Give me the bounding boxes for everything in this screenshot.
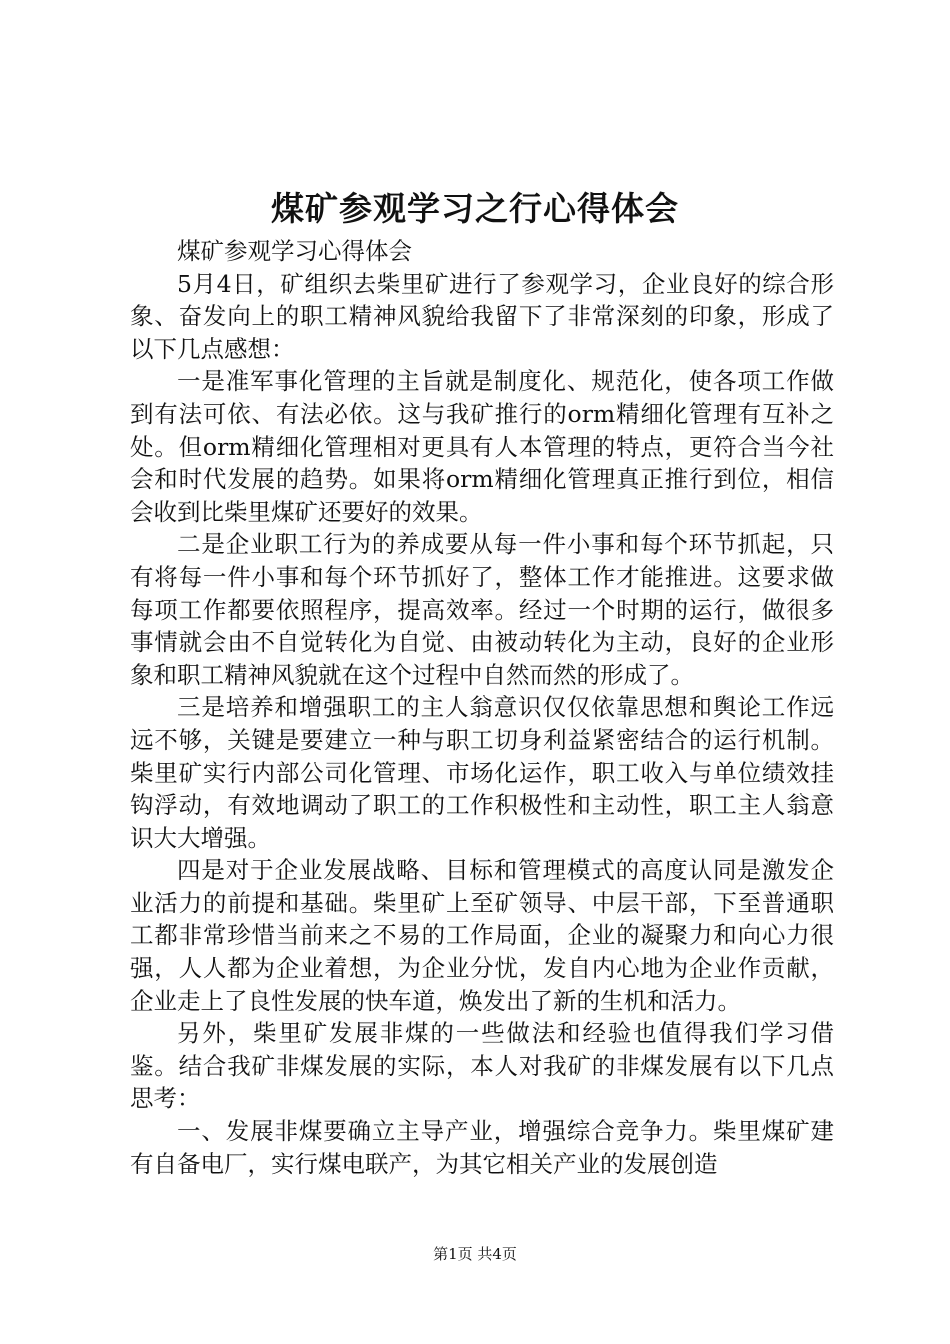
page-footer: 第1页 共4页 bbox=[433, 1245, 517, 1263]
paragraph-point-one: 一是准军事化管理的主旨就是制度化、规范化，使各项工作做到有法可依、有法必依。这与我矿推行的orm精细化管理有互补之处。但orm精细化管理相对更具有人本管理的特点，更符合当今社会和时代发展的趋势。如果将orm精细化管理真正推行到位，相信会收到比柴里煤矿还要好的效果。 bbox=[130, 367, 834, 526]
paragraph-point-three: 三是培养和增强职工的主人翁意识仅仅依靠思想和舆论工作远远不够，关键是要建立一种与职工切身利益紧密结合的运行机制。柴里矿实行内部公司化管理、市场化运作，职工收入与单位绩效挂钩浮动，有效地调动了职工的工作积极性和主动性，职工主人翁意识大大增强。 bbox=[130, 693, 834, 852]
document-body bbox=[130, 235, 834, 1180]
paragraph-point-four: 四是对于企业发展战略、目标和管理模式的高度认同是激发企业活力的前提和基础。柴里矿上至矿领导、中层干部，下至普通职工都非常珍惜当前来之不易的工作局面，企业的凝聚力和向心力很强，人人都为企业着想，为企业分忧，发自内心地为企业作贡献，企业走上了良性发展的快车道，焕发出了新的生机和活力。 bbox=[130, 856, 834, 1015]
document-title: 煤矿参观学习之行心得体会 bbox=[271, 189, 679, 228]
paragraph-section-one: 一、发展非煤要确立主导产业，增强综合竞争力。柴里煤矿建有自备电厂，实行煤电联产，为其它相关产业的发展创造 bbox=[130, 1117, 834, 1178]
paragraph-subtitle: 煤矿参观学习心得体会 bbox=[177, 237, 412, 265]
paragraph-intro: 5月4日，矿组织去柴里矿进行了参观学习，企业良好的综合形象、奋发向上的职工精神风貌给我留下了非常深刻的印象，形成了以下几点感想： bbox=[130, 269, 834, 363]
paragraph-point-two: 二是企业职工行为的养成要从每一件小事和每个环节抓起，只有将每一件小事和每个环节抓好了，整体工作才能推进。这要求做每项工作都要依照程序，提高效率。经过一个时期的运行，做很多事情就会由不自觉转化为自觉、由被动转化为主动，良好的企业形象和职工精神风貌就在这个过程中自然而然的形成了。 bbox=[130, 530, 834, 689]
paragraph-additional: 另外，柴里矿发展非煤的一些做法和经验也值得我们学习借鉴。结合我矿非煤发展的实际，本人对我矿的非煤发展有以下几点思考： bbox=[130, 1019, 834, 1113]
